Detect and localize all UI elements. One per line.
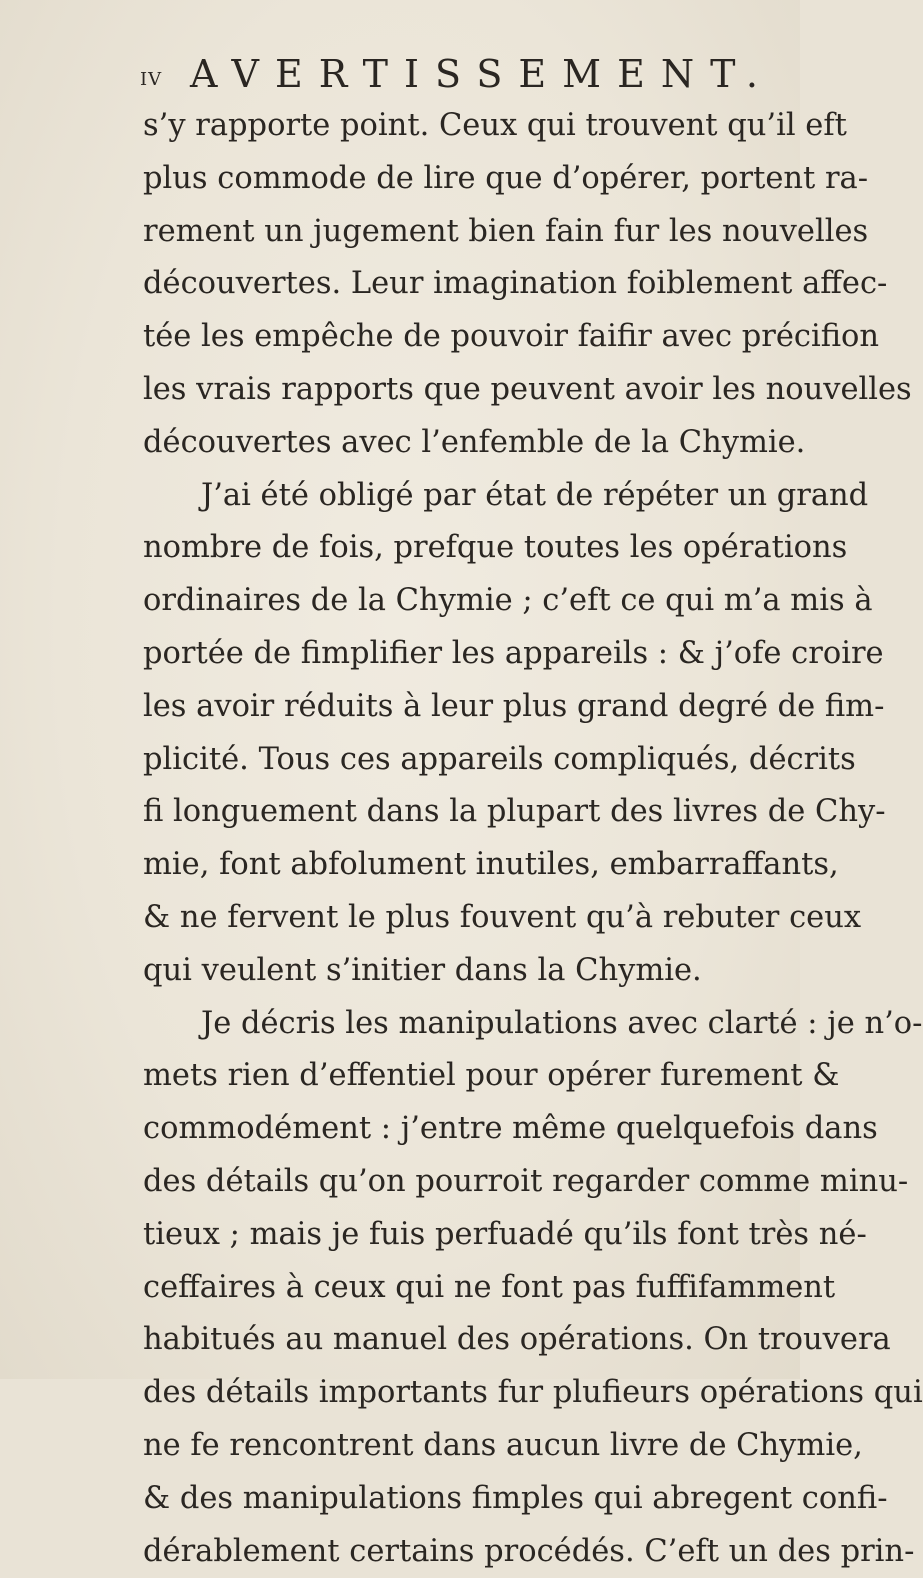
paragraph-3 (143, 998, 923, 1578)
paragraph-1 (143, 100, 912, 470)
text-line: découvertes. Leur imagination foiblement affec- (143, 266, 888, 302)
page-header (140, 52, 774, 102)
text-line: s’y rapporte point. Ceux qui trouvent qu’il eft (143, 108, 847, 143)
text-line: fi longuement dans la plupart des livres de Chy- (143, 794, 886, 830)
text-line: découvertes avec l’enfemble de la Chymie. (143, 424, 806, 460)
text-line: mie, font abfolument inutiles, embarraffants, (143, 847, 839, 883)
text-line: tée les empêche de pouvoir faifir avec précifion (143, 319, 880, 355)
text-line: rement un jugement bien fain fur les nouvelles (143, 213, 869, 249)
text-line: Je décris les manipulations avec clarté : je n’o- (201, 1005, 923, 1041)
text-line: tieux ; mais je fuis perfuadé qu’ils font très né- (143, 1216, 867, 1252)
text-line: & ne fervent le plus fouvent qu’à rebuter ceux (143, 899, 862, 935)
text-line: mets rien d’effentiel pour opérer furement & (143, 1058, 840, 1094)
text-line: des détails qu’on pourroit regarder comme minu- (143, 1163, 909, 1199)
text-line: les avoir réduits à leur plus grand degré de fim- (143, 688, 885, 724)
text-line: & des manipulations fimples qui abregent confi- (143, 1480, 888, 1516)
text-line: les vrais rapports que peuvent avoir les nouvelles (143, 371, 912, 407)
text-line: portée de fimplifier les appareils : & j’ofe croire (143, 635, 884, 671)
text-line: ordinaires de la Chymie ; c’eft ce qui m’a mis à (143, 583, 873, 619)
text-line: des détails importants fur plufieurs opérations qui (143, 1375, 923, 1411)
running-title: AVERTISSEMENT. (190, 52, 774, 96)
paragraph-2 (143, 470, 886, 998)
body-text (143, 100, 923, 1578)
text-line: nombre de fois, prefque toutes les opérations (143, 530, 848, 566)
text-line: ne fe rencontrent dans aucun livre de Chymie, (143, 1427, 863, 1463)
text-line: ceffaires à ceux qui ne font pas fuffifamment (143, 1269, 836, 1305)
text-line: plicité. Tous ces appareils compliqués, décrits (143, 741, 856, 777)
text-line: dérablement certains procédés. C’eft un des prin- (143, 1533, 915, 1569)
text-line: J’ai été obligé par état de répéter un grand (201, 477, 869, 513)
text-line: qui veulent s’initier dans la Chymie. (143, 952, 702, 988)
text-line: habitués au manuel des opérations. On trouvera (143, 1322, 891, 1358)
text-line: plus commode de lire que d’opérer, portent ra- (143, 160, 869, 196)
page-number: iv (140, 62, 163, 92)
text-line: commodément : j’entre même quelquefois dans (143, 1111, 878, 1147)
